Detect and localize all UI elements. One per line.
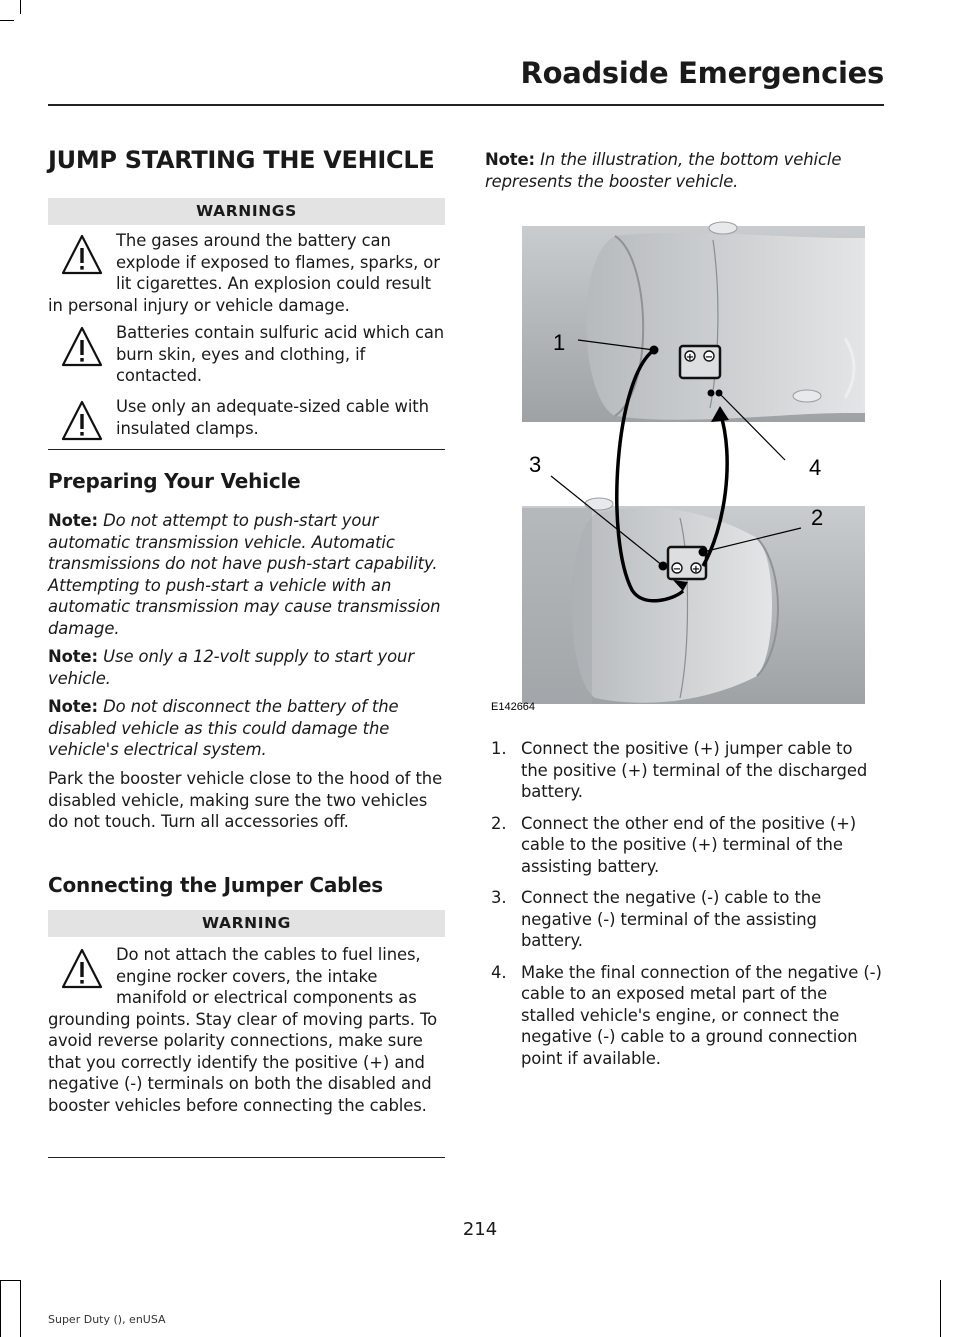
step-text: Connect the negative (-) cable to the negative (-) terminal of the assisting battery. (521, 888, 822, 950)
callout-4: 4 (809, 455, 822, 480)
callout-3: 3 (529, 452, 542, 477)
list-item (485, 813, 882, 878)
warning-item (48, 322, 445, 387)
warning-text: Batteries contain sulfuric acid which can burn skin, eyes and clothing, if contacted. (116, 323, 445, 385)
note-label: Note: (48, 697, 98, 716)
positive-terminal-label: + (691, 564, 701, 575)
note-label: Note: (48, 511, 98, 530)
warning-item (48, 230, 445, 316)
note-label: Note: (48, 647, 98, 666)
callout-1: 1 (553, 330, 566, 355)
step-text: Connect the other end of the positive (+) cable to the positive (+) terminal of the assisting battery. (521, 813, 857, 876)
list-item (485, 962, 882, 1070)
note-text: Do not attempt to push-start your automatic transmission vehicle. Automatic transmissions do not have push-start capability. Attempting to push-start a vehicle with an automatic transmission may cause transmission damage. (48, 511, 441, 638)
warning-band: WARNING (48, 910, 445, 937)
crop-mark (20, 0, 21, 14)
footer-text: Super Duty (), enUSA (48, 1313, 166, 1326)
crop-mark (20, 1280, 21, 1337)
illustration-code: E142664 (491, 701, 536, 713)
note-text: Do not disconnect the battery of the disabled vehicle as this could damage the vehicle's electrical system. (48, 697, 399, 759)
disabled-vehicle (522, 222, 865, 422)
warning-triangle-icon (60, 232, 104, 278)
note-paragraph (48, 696, 445, 761)
illustration-note (485, 149, 882, 192)
step-number: 2. (491, 813, 507, 833)
warning-text: The gases around the battery can explode if exposed to flames, sparks, or lit cigarettes. An explosion could result in personal injury or vehicle damage. (48, 231, 440, 315)
page-header-title: Roadside Emergencies (520, 56, 884, 90)
warning-text: Use only an adequate-sized cable with insulated clamps. (116, 397, 429, 438)
page-number: 214 (462, 1219, 498, 1240)
main-heading: JUMP STARTING THE VEHICLE (48, 146, 435, 174)
steps-list (485, 738, 882, 1079)
crop-mark (0, 20, 14, 21)
list-item (485, 738, 882, 803)
connection-point (708, 390, 715, 397)
section-heading-preparing: Preparing Your Vehicle (48, 469, 301, 493)
crop-mark (0, 1280, 1, 1337)
section-heading-connecting: Connecting the Jumper Cables (48, 873, 384, 897)
warning-triangle-icon (60, 324, 104, 370)
jump-start-diagram (485, 198, 865, 716)
section-rule (48, 449, 445, 450)
note-paragraph (48, 646, 445, 689)
list-item (485, 887, 882, 952)
warning-item (48, 396, 445, 446)
crop-mark (0, 1280, 20, 1281)
warning-text: Do not attach the cables to fuel lines, engine rocker covers, the intake manifold or electrical components as grounding points. Stay clear of moving parts. To avoid reverse polarity connections, make sure that you correctly identify the positive (+) and negative (-) terminals on both the disabled and booster vehicles before connecting the cables. (48, 945, 438, 1115)
note-text: Use only a 12-volt supply to start your vehicle. (48, 647, 414, 688)
positive-terminal-label: + (685, 352, 695, 363)
note-paragraph (48, 510, 445, 639)
note-label: Note: (485, 150, 535, 169)
warning-triangle-icon (60, 946, 104, 992)
crop-mark (940, 1280, 941, 1337)
warnings-band: WARNINGS (48, 198, 445, 225)
section-rule (48, 1157, 445, 1158)
step-number: 4. (491, 962, 507, 982)
negative-terminal-label: − (672, 564, 682, 575)
warning-item (48, 944, 445, 1116)
step-number: 1. (491, 739, 507, 758)
disabled-battery (680, 346, 720, 378)
step-text: Make the final connection of the negative (-) cable to an exposed metal part of the stalled vehicle's engine, or connect the negative (-) cable to a ground connection point if available. (521, 962, 882, 1068)
negative-terminal-label: − (704, 352, 714, 363)
park-paragraph: Park the booster vehicle close to the hood of the disabled vehicle, making sure the two vehicles do not touch. Turn all accessories off. (48, 769, 443, 831)
header-rule (48, 104, 884, 106)
note-text: In the illustration, the bottom vehicle represents the booster vehicle. (485, 150, 842, 191)
callout-2: 2 (811, 505, 824, 530)
step-number: 3. (491, 888, 507, 907)
step-text: Connect the positive (+) jumper cable to the positive (+) terminal of the discharged battery. (521, 739, 868, 801)
warning-triangle-icon (60, 398, 104, 444)
